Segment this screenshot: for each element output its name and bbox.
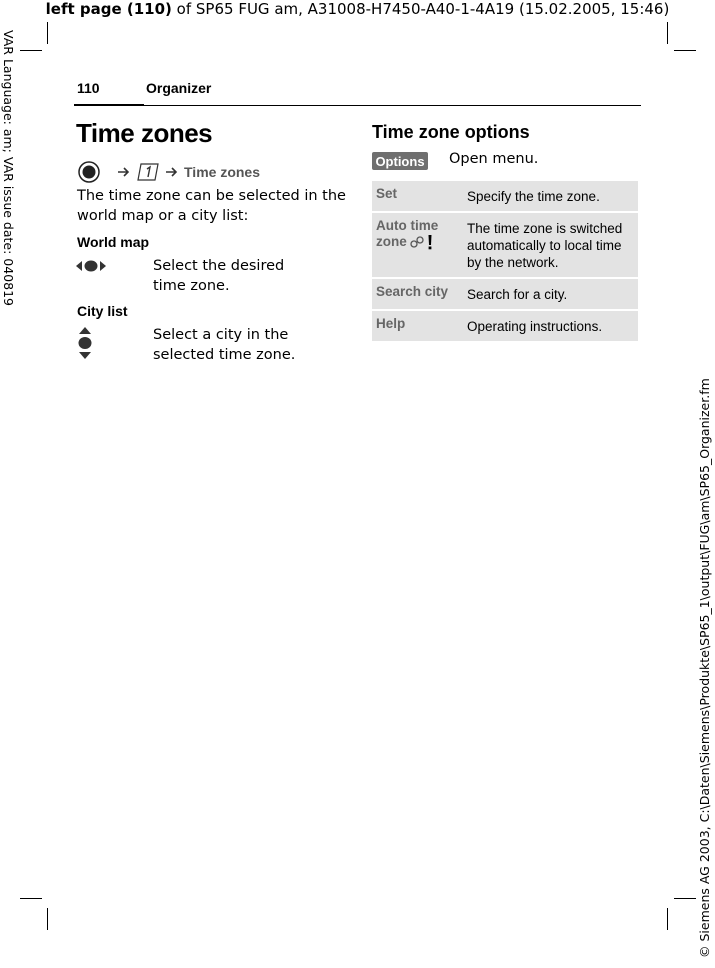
options-softkey: Options (372, 152, 428, 170)
world-map-heading: World map (77, 234, 150, 250)
option-description: The time zone is switched automatically to local time by the network. (463, 213, 638, 277)
table-row (372, 213, 638, 277)
organizer-menu-icon (136, 162, 160, 182)
side-note-left (2, 30, 16, 330)
arrow-right-icon (166, 167, 178, 177)
crop-mark (674, 50, 696, 51)
option-key: Search city (372, 279, 463, 309)
arrow-right-icon (118, 167, 130, 177)
crop-mark (674, 898, 696, 899)
option-key: Set (372, 181, 463, 211)
page-title: Organizer (146, 80, 212, 96)
warning-exclamation-icon (427, 234, 433, 250)
side-note-left-text: VAR Language: am; VAR issue date: 040819 (1, 30, 16, 306)
header-rule (144, 105, 641, 106)
world-map-text-line1: Select the desired (153, 258, 285, 274)
up-down-key-icon (77, 327, 93, 363)
page-number: 110 (77, 80, 100, 96)
city-list-text (153, 325, 333, 365)
print-header-page: left page (110) (45, 0, 172, 18)
menu-path-label: Time zones (184, 164, 260, 180)
option-key-line2: zone (376, 234, 407, 249)
print-header-file: of SP65 FUG am, A31008-H7450-A40-1-4A19 (15.02.2005, 15:46) (171, 0, 670, 18)
option-key-line1: Auto time (376, 218, 439, 233)
options-table (372, 179, 638, 343)
menu-path (78, 160, 260, 184)
header-rule-thick (74, 104, 144, 106)
world-map-text (153, 256, 333, 296)
section-heading: Time zones (76, 118, 213, 148)
table-row (372, 279, 638, 309)
option-description: Search for a city. (463, 279, 638, 309)
crop-mark (47, 22, 48, 44)
city-list-text-line1: Select a city in the (153, 327, 289, 343)
option-description: Operating instructions. (463, 311, 638, 341)
table-row (372, 311, 638, 341)
intro-text: The time zone can be selected in the world map or a city list: (77, 188, 346, 224)
option-key (372, 213, 463, 277)
crop-mark (20, 898, 42, 899)
side-note-right-text: © Siemens AG 2003, C:\Daten\Siemens\Produkte\SP65_1\output\FUG\am\SP65_Organizer.fm (697, 378, 712, 958)
left-right-key-icon (76, 258, 106, 277)
navigation-key-icon (78, 161, 100, 183)
crop-mark (47, 908, 48, 930)
crop-mark (20, 50, 42, 51)
options-heading: Time zone options (372, 122, 530, 142)
crop-mark (667, 908, 668, 930)
options-softkey-description: Open menu. (449, 151, 539, 167)
print-header (0, 0, 715, 18)
option-key: Help (372, 311, 463, 341)
crop-mark (667, 22, 668, 44)
city-list-heading: City list (77, 303, 128, 319)
option-description: Specify the time zone. (463, 181, 638, 211)
network-dependent-icon (410, 235, 424, 249)
city-list-text-line2: selected time zone. (153, 347, 296, 363)
world-map-text-line2: time zone. (153, 278, 230, 294)
table-row (372, 181, 638, 211)
